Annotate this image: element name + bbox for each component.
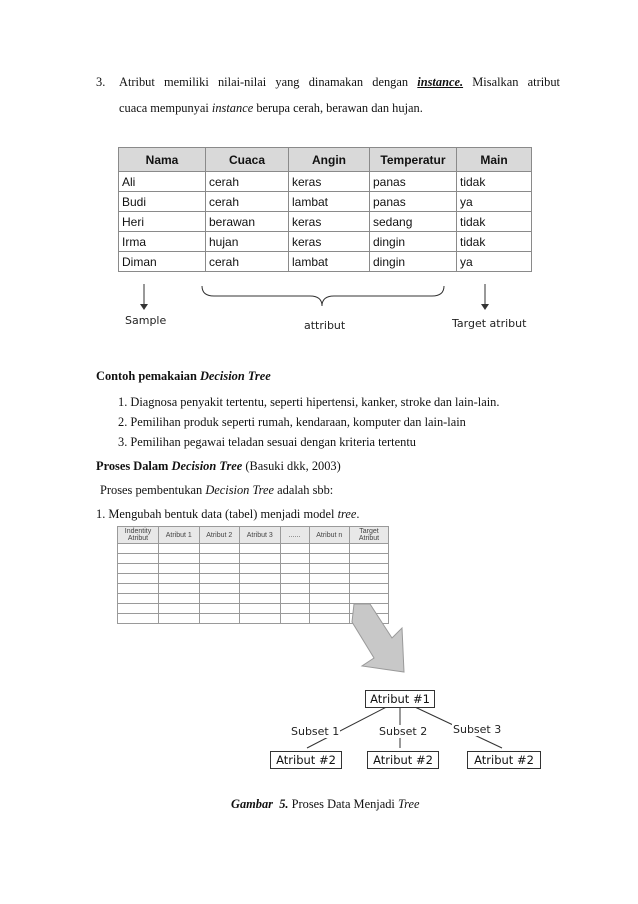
header-atribut3: Atribut 3 bbox=[240, 527, 281, 544]
empty-cell bbox=[309, 584, 350, 594]
header-ellipsis: ...... bbox=[280, 527, 309, 544]
header-atribut2: Atribut 2 bbox=[199, 527, 240, 544]
empty-cell bbox=[159, 604, 200, 614]
heading-italic: Decision Tree bbox=[199, 369, 271, 383]
label-attribut: attribut bbox=[304, 319, 346, 332]
empty-cell bbox=[159, 564, 200, 574]
empty-cell bbox=[240, 564, 281, 574]
empty-cell bbox=[199, 604, 240, 614]
table-row bbox=[119, 172, 532, 192]
header-temperatur: Temperatur bbox=[370, 148, 457, 172]
cell: panas bbox=[370, 192, 457, 212]
weather-table bbox=[118, 147, 532, 272]
empty-cell bbox=[118, 584, 159, 594]
list-item: 1. Diagnosa penyakit tertentu, seperti hipertensi, kanker, stroke dan lain-lain. bbox=[118, 395, 500, 409]
empty-cell bbox=[240, 604, 281, 614]
empty-cell bbox=[118, 604, 159, 614]
empty-cell bbox=[199, 574, 240, 584]
heading-cite: (Basuki dkk, 2003) bbox=[245, 459, 341, 473]
empty-cell bbox=[159, 594, 200, 604]
target-arrowhead-icon bbox=[481, 304, 489, 310]
empty-cell bbox=[280, 614, 309, 624]
header-atribut1: Atribut 1 bbox=[159, 527, 200, 544]
cell: Diman bbox=[119, 252, 206, 272]
table-header-row bbox=[119, 148, 532, 172]
empty-cell bbox=[199, 554, 240, 564]
empty-cell bbox=[309, 574, 350, 584]
text: 1. Mengubah bentuk data (tabel) menjadi model bbox=[96, 507, 335, 521]
cell: tidak bbox=[457, 212, 532, 232]
attribut-brace-icon bbox=[202, 286, 444, 306]
heading-bold: Proses Dalam bbox=[96, 459, 169, 473]
cell: berawan bbox=[206, 212, 289, 232]
empty-cell bbox=[280, 554, 309, 564]
empty-cell bbox=[199, 614, 240, 624]
cell: sedang bbox=[370, 212, 457, 232]
empty-cell bbox=[350, 584, 389, 594]
empty-cell bbox=[280, 594, 309, 604]
empty-cell bbox=[199, 544, 240, 554]
table-row bbox=[118, 584, 389, 594]
table-row bbox=[118, 574, 389, 584]
cell: cerah bbox=[206, 252, 289, 272]
header-target: Target Atribut bbox=[350, 527, 389, 544]
subset-label: Subset 2 bbox=[379, 725, 428, 738]
text: berupa cerah, berawan dan hujan. bbox=[256, 101, 423, 115]
empty-cell bbox=[118, 564, 159, 574]
cell: Ali bbox=[119, 172, 206, 192]
list-item: 3. Pemilihan pegawai teladan sesuai dengan kriteria tertentu bbox=[118, 435, 416, 449]
proses-intro bbox=[100, 482, 333, 498]
proses-heading bbox=[96, 458, 341, 474]
cell: keras bbox=[289, 212, 370, 232]
empty-cell bbox=[280, 584, 309, 594]
tree-child-node: Atribut #2 bbox=[467, 751, 541, 769]
table-row bbox=[118, 564, 389, 574]
text: Proses pembentukan bbox=[100, 483, 203, 497]
empty-cell bbox=[309, 554, 350, 564]
caption-number: 5. bbox=[279, 797, 289, 811]
empty-cell bbox=[240, 544, 281, 554]
empty-cell bbox=[159, 544, 200, 554]
table-row bbox=[119, 232, 532, 252]
cell: Budi bbox=[119, 192, 206, 212]
empty-cell bbox=[118, 574, 159, 584]
empty-cell bbox=[350, 554, 389, 564]
subset-label: Subset 3 bbox=[453, 723, 502, 736]
empty-cell bbox=[280, 574, 309, 584]
contoh-heading bbox=[96, 368, 271, 384]
item3-line2 bbox=[119, 100, 423, 116]
header-main: Main bbox=[457, 148, 532, 172]
word: Misalkan bbox=[472, 75, 519, 89]
tree-child-node: Atribut #2 bbox=[270, 751, 342, 769]
empty-cell bbox=[199, 594, 240, 604]
heading-italic: Decision Tree bbox=[171, 459, 243, 473]
text: adalah sbb: bbox=[277, 483, 334, 497]
header-cuaca: Cuaca bbox=[206, 148, 289, 172]
table-row bbox=[119, 212, 532, 232]
table-row bbox=[119, 192, 532, 212]
word: yang bbox=[275, 75, 300, 89]
tree-child-node: Atribut #2 bbox=[367, 751, 439, 769]
cell: keras bbox=[289, 172, 370, 192]
item3-line1 bbox=[119, 74, 560, 90]
empty-cell bbox=[159, 584, 200, 594]
header-atributn: Atribut n bbox=[309, 527, 350, 544]
cell: lambat bbox=[289, 252, 370, 272]
header-angin: Angin bbox=[289, 148, 370, 172]
word: dengan bbox=[372, 75, 409, 89]
empty-cell bbox=[280, 604, 309, 614]
cell: Irma bbox=[119, 232, 206, 252]
label-target-atribut: Target atribut bbox=[452, 317, 527, 330]
header-identity: Indentity Atribut bbox=[118, 527, 159, 544]
cell: panas bbox=[370, 172, 457, 192]
caption-text: Proses Data Menjadi bbox=[291, 797, 395, 811]
text: . bbox=[356, 507, 360, 521]
empty-cell bbox=[118, 614, 159, 624]
text-italic: Decision Tree bbox=[205, 483, 275, 497]
caption-label: Gambar bbox=[231, 797, 273, 811]
list-item: 2. Pemilihan produk seperti rumah, kendaraan, komputer dan lain-lain bbox=[118, 415, 466, 429]
caption-italic: Tree bbox=[397, 797, 420, 811]
table-header-row bbox=[118, 527, 389, 544]
word: memiliki bbox=[164, 75, 209, 89]
cell: cerah bbox=[206, 172, 289, 192]
empty-cell bbox=[159, 574, 200, 584]
word: Atribut bbox=[119, 75, 155, 89]
empty-cell bbox=[280, 544, 309, 554]
empty-cell bbox=[309, 544, 350, 554]
cell: ya bbox=[457, 252, 532, 272]
empty-cell bbox=[240, 594, 281, 604]
empty-cell bbox=[350, 574, 389, 584]
cell: tidak bbox=[457, 172, 532, 192]
word: dinamakan bbox=[308, 75, 364, 89]
empty-cell bbox=[199, 564, 240, 574]
word: nilai-nilai bbox=[217, 75, 267, 89]
instance-term: instance. bbox=[417, 75, 464, 89]
empty-cell bbox=[240, 584, 281, 594]
empty-cell bbox=[309, 564, 350, 574]
proses-step1 bbox=[96, 506, 359, 522]
empty-cell bbox=[280, 564, 309, 574]
cell: ya bbox=[457, 192, 532, 212]
empty-cell bbox=[159, 614, 200, 624]
cell: Heri bbox=[119, 212, 206, 232]
empty-cell bbox=[159, 554, 200, 564]
cell: dingin bbox=[370, 252, 457, 272]
empty-cell bbox=[118, 544, 159, 554]
empty-cell bbox=[118, 554, 159, 564]
cell: hujan bbox=[206, 232, 289, 252]
table-row bbox=[119, 252, 532, 272]
empty-cell bbox=[350, 564, 389, 574]
empty-cell bbox=[118, 594, 159, 604]
table-row bbox=[118, 544, 389, 554]
table1-annotations bbox=[110, 272, 550, 322]
empty-cell bbox=[240, 554, 281, 564]
empty-cell bbox=[199, 584, 240, 594]
subset-label: Subset 1 bbox=[291, 725, 340, 738]
cell: tidak bbox=[457, 232, 532, 252]
cell: keras bbox=[289, 232, 370, 252]
empty-cell bbox=[240, 614, 281, 624]
cell: cerah bbox=[206, 192, 289, 212]
cell: lambat bbox=[289, 192, 370, 212]
figure-caption bbox=[231, 796, 420, 812]
sample-arrowhead-icon bbox=[140, 304, 148, 310]
text: cuaca mempunyai bbox=[119, 101, 209, 115]
big-arrow-icon bbox=[340, 600, 420, 680]
word: atribut bbox=[527, 75, 560, 89]
label-sample: Sample bbox=[125, 314, 167, 327]
instance-italic: instance bbox=[211, 101, 254, 115]
header-nama: Nama bbox=[119, 148, 206, 172]
heading-bold: Contoh pemakaian bbox=[96, 369, 197, 383]
tree-root-node: Atribut #1 bbox=[365, 690, 435, 708]
cell: dingin bbox=[370, 232, 457, 252]
table-row bbox=[118, 554, 389, 564]
empty-cell bbox=[240, 574, 281, 584]
text-italic: tree bbox=[337, 507, 357, 521]
empty-cell bbox=[350, 544, 389, 554]
item3-number: 3. bbox=[96, 75, 106, 89]
